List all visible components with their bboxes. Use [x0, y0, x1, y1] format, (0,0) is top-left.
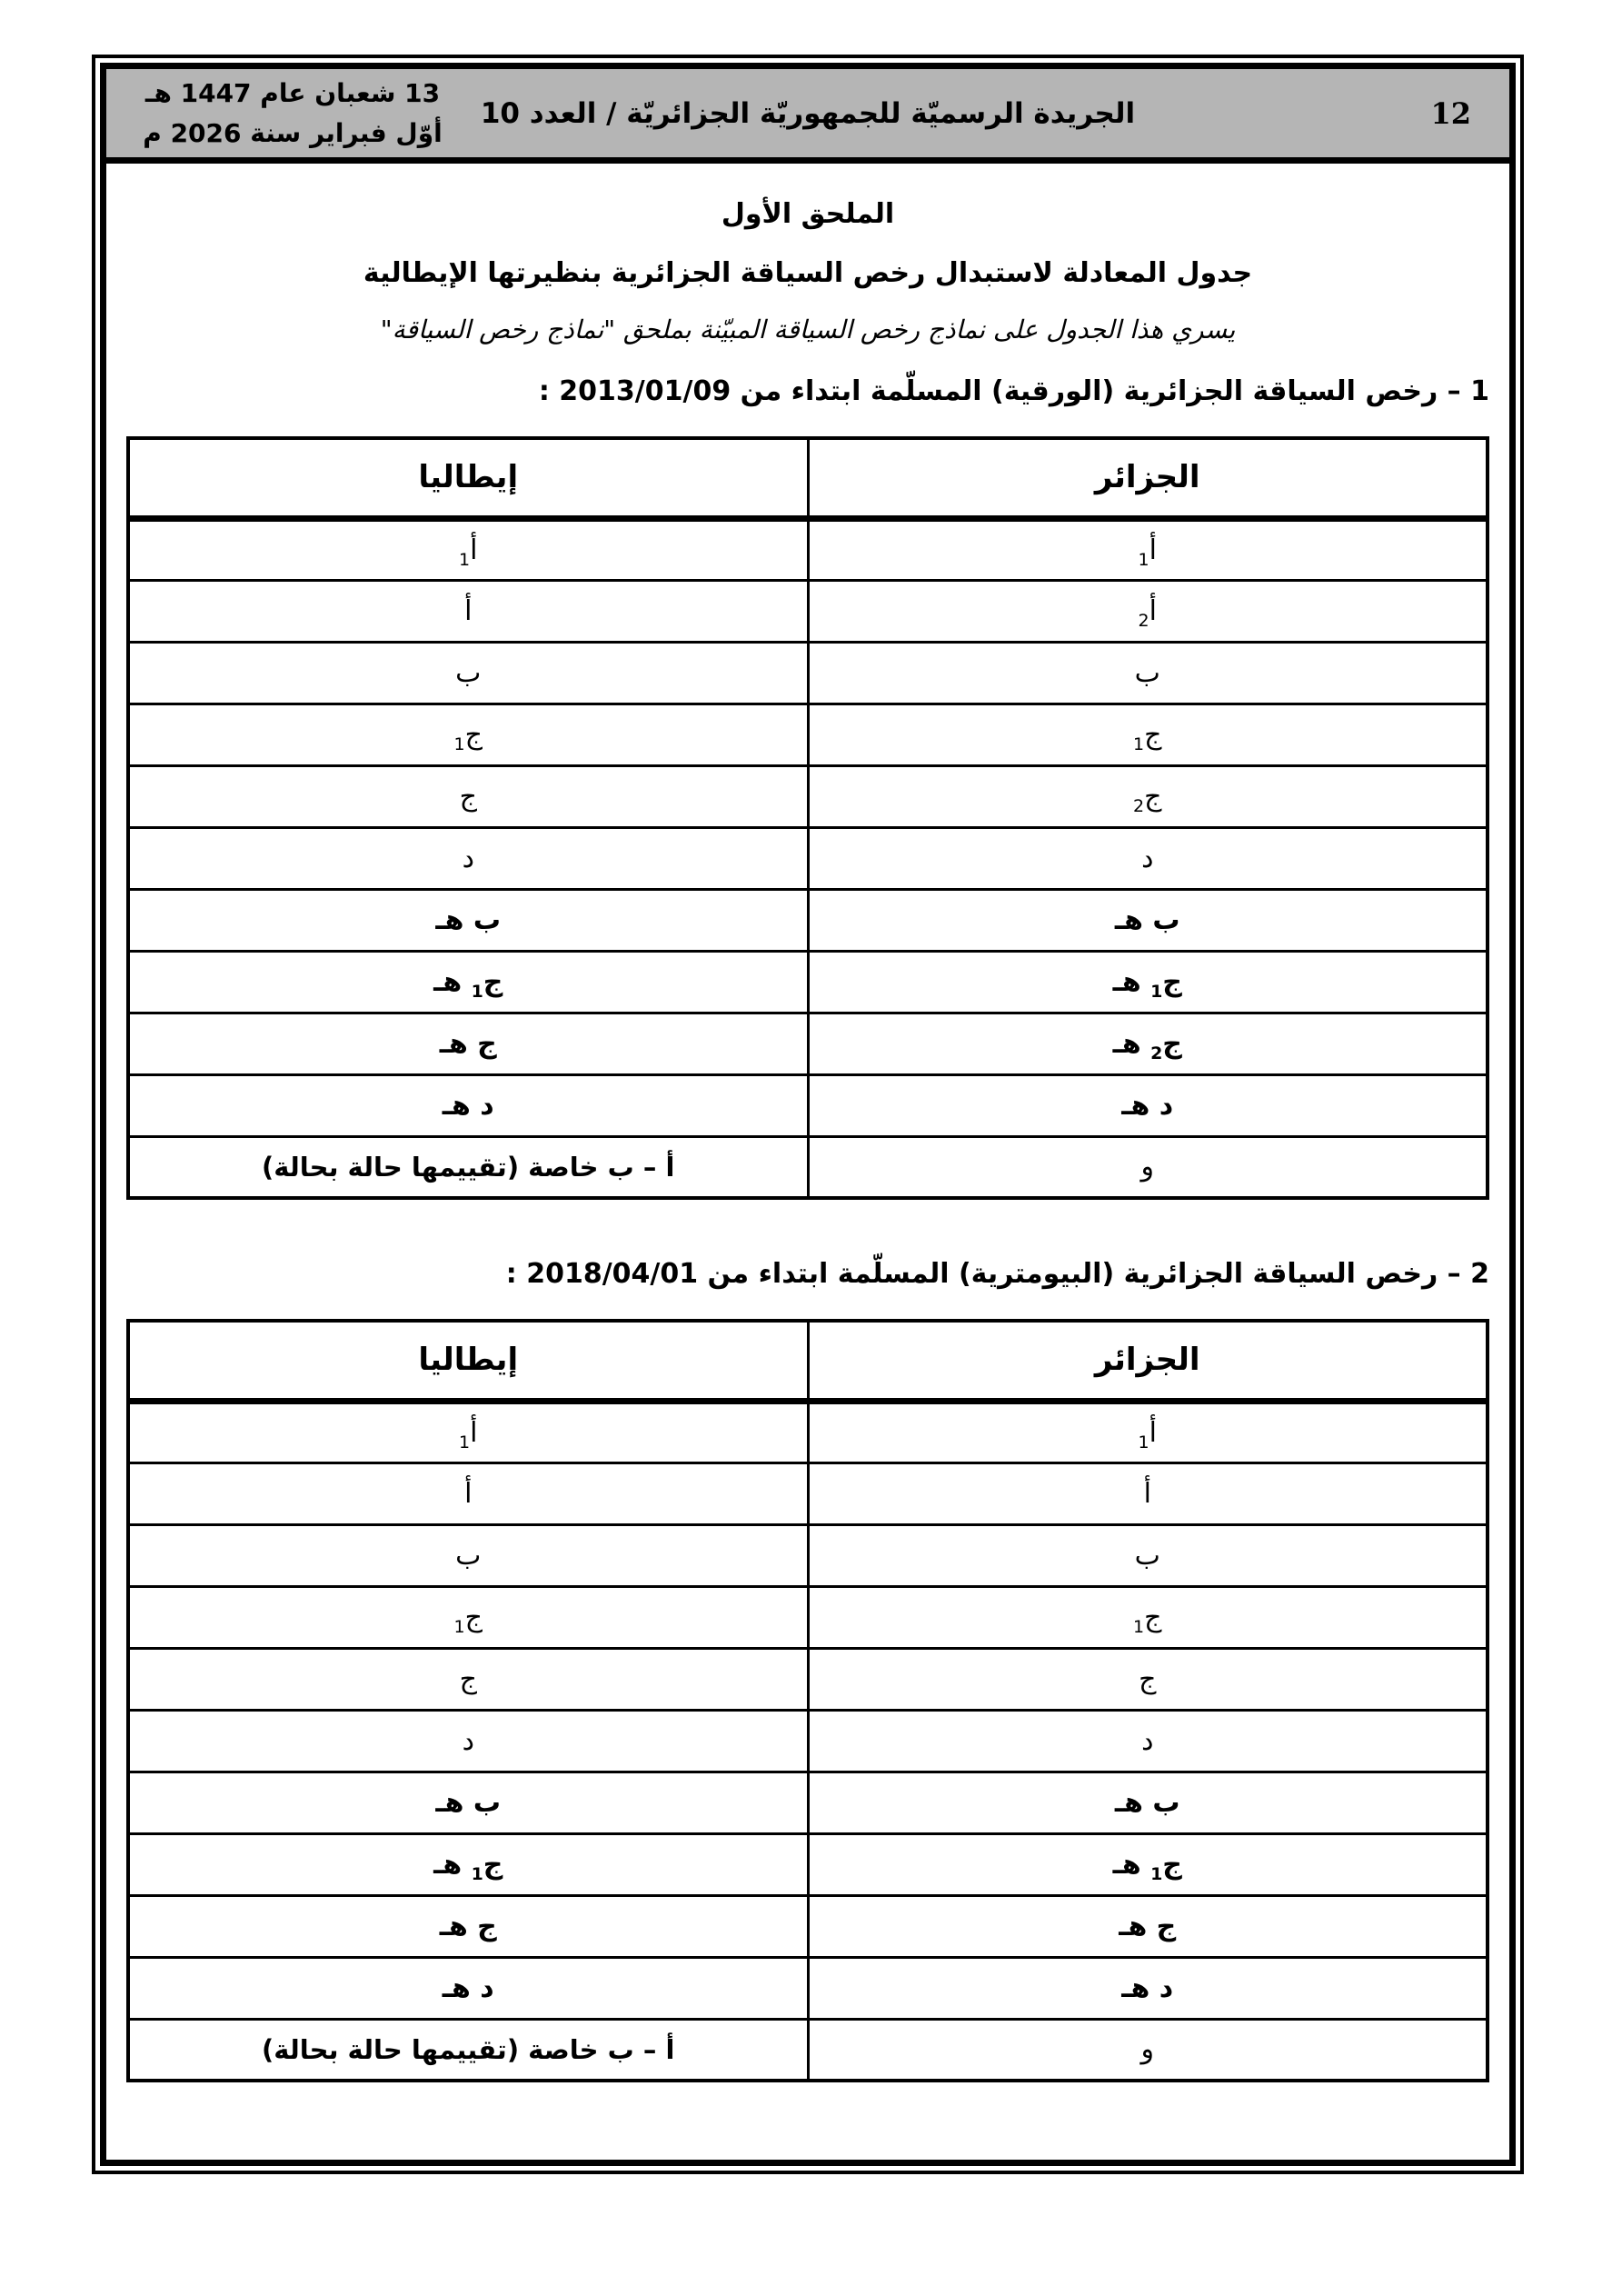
algeria-category-cell — [808, 1524, 1488, 1586]
italy-category-cell — [128, 1136, 808, 1198]
category-text: ج — [1144, 1601, 1162, 1633]
category-subscript: 2 — [1138, 610, 1149, 631]
category-text: د هـ — [442, 1089, 494, 1122]
section-2-heading: 2 – رخص السياقة الجزائرية (البيومترية) المسلّمة ابتداء من 2018/04/01 : — [505, 1258, 1489, 1290]
category-subscript: 1 — [471, 1863, 483, 1884]
section-biometric-licenses — [126, 1258, 1489, 2082]
table-row — [128, 642, 1488, 704]
italy-category-cell — [128, 1586, 808, 1648]
italy-category-cell — [128, 1710, 808, 1772]
gazette-page — [92, 55, 1524, 2174]
category-text: و — [1140, 2033, 1154, 2066]
category-text: أ — [1149, 1416, 1157, 1449]
algeria-category-cell — [808, 1833, 1488, 1895]
applicability-note: يسري هذا الجدول على نماذج رخص السياقة المبيّنة بملحق "نماذج رخص السياقة" — [380, 314, 1236, 344]
algeria-category-cell — [808, 2019, 1488, 2081]
category-subscript: 1 — [1133, 1616, 1145, 1637]
category-text: ب — [1134, 656, 1160, 689]
date-gregorian: أوّل فبراير سنة 2026 م — [143, 117, 443, 148]
category-text: ج هـ — [439, 1910, 497, 1942]
column-header-algeria: الجزائر — [808, 438, 1488, 518]
journal-title: الجريدة الرسميّة للجمهوريّة الجزائريّة / العدد 10 — [480, 96, 1136, 130]
algeria-category-cell — [808, 1895, 1488, 1957]
table-row — [128, 1957, 1488, 2019]
table-row — [128, 1648, 1488, 1710]
table-body — [128, 518, 1488, 1198]
category-text: ب — [455, 1539, 482, 1572]
algeria-category-cell — [808, 518, 1488, 580]
category-subscript: 1 — [459, 549, 471, 570]
category-text: ج هـ — [439, 1027, 497, 1060]
table-row — [128, 1136, 1488, 1198]
category-text: د هـ — [442, 1972, 494, 2004]
category-text: ج — [483, 965, 503, 998]
category-subscript: 2 — [1133, 795, 1145, 816]
category-text: ب هـ — [435, 903, 502, 936]
category-subscript: 2 — [1150, 1043, 1163, 1063]
algeria-category-cell — [808, 1957, 1488, 2019]
italy-category-cell — [128, 889, 808, 951]
italy-category-cell — [128, 827, 808, 889]
category-suffix: هـ — [1112, 1848, 1151, 1881]
italy-category-cell — [128, 765, 808, 827]
header-row — [128, 438, 1488, 518]
table-head — [128, 1321, 1488, 1401]
category-subscript: 1 — [1138, 1432, 1149, 1452]
category-subscript: 1 — [1150, 1863, 1163, 1884]
table-row — [128, 1013, 1488, 1074]
table-head — [128, 438, 1488, 518]
italy-category-cell — [128, 704, 808, 765]
algeria-category-cell — [808, 1013, 1488, 1074]
table-row — [128, 1401, 1488, 1462]
algeria-category-cell — [808, 1772, 1488, 1833]
category-text: أ — [464, 594, 473, 627]
category-suffix: هـ — [1112, 965, 1151, 998]
category-text: ب هـ — [435, 1786, 502, 1819]
table-row — [128, 1586, 1488, 1648]
table-row — [128, 2019, 1488, 2081]
algeria-category-cell — [808, 1074, 1488, 1136]
section-paper-licenses — [126, 375, 1489, 1200]
category-text: ج — [1162, 1027, 1182, 1060]
annex-subtitle: جدول المعادلة لاستبدال رخص السياقة الجزائرية بنظيرتها الإيطالية — [363, 257, 1253, 289]
page-content — [106, 198, 1509, 2082]
category-text: أ – ب خاصة (تقييمها حالة بحالة) — [262, 2033, 675, 2065]
table-row — [128, 951, 1488, 1013]
category-text: ج — [1144, 718, 1162, 751]
category-text: ج هـ — [1119, 1910, 1177, 1942]
category-text: ب — [1134, 1539, 1160, 1572]
date-hijri: 13 شعبان عام 1447 هـ — [144, 77, 441, 108]
category-text: ج — [1139, 1662, 1157, 1695]
italy-category-cell — [128, 1648, 808, 1710]
category-text: ب — [455, 656, 482, 689]
algeria-category-cell — [808, 1136, 1488, 1198]
table-row — [128, 518, 1488, 580]
italy-category-cell — [128, 1524, 808, 1586]
italy-category-cell — [128, 951, 808, 1013]
column-header-italy: إيطاليا — [128, 1321, 808, 1401]
page-number: 12 — [1430, 95, 1471, 131]
category-text: أ — [1149, 534, 1157, 566]
category-text: د هـ — [1121, 1972, 1174, 2004]
table-row — [128, 827, 1488, 889]
section-1-heading: 1 – رخص السياقة الجزائرية (الورقية) المسلّمة ابتداء من 2013/01/09 : — [538, 375, 1489, 407]
category-text: د — [462, 1724, 474, 1757]
italy-category-cell — [128, 2019, 808, 2081]
italy-category-cell — [128, 1772, 808, 1833]
header-row — [128, 1321, 1488, 1401]
category-suffix: هـ — [1112, 1027, 1151, 1060]
category-text: ج — [1162, 965, 1182, 998]
category-subscript: 1 — [1138, 549, 1149, 570]
italy-category-cell — [128, 518, 808, 580]
category-subscript: 1 — [471, 981, 483, 1002]
algeria-category-cell — [808, 827, 1488, 889]
italy-category-cell — [128, 642, 808, 704]
column-header-algeria: الجزائر — [808, 1321, 1488, 1401]
category-text: أ — [464, 1477, 473, 1510]
category-text: ج — [483, 1848, 503, 1881]
algeria-category-cell — [808, 765, 1488, 827]
table-row — [128, 1710, 1488, 1772]
table-row — [128, 1895, 1488, 1957]
table-row — [128, 1524, 1488, 1586]
table-row — [128, 704, 1488, 765]
page-frame — [100, 63, 1516, 2166]
italy-category-cell — [128, 1895, 808, 1957]
italy-category-cell — [128, 1013, 808, 1074]
category-text: د هـ — [1121, 1089, 1174, 1122]
category-subscript: 1 — [1133, 734, 1145, 754]
column-header-italy: إيطاليا — [128, 438, 808, 518]
category-text: ج — [1144, 780, 1162, 813]
annex-title: الملحق الأول — [721, 198, 895, 230]
category-text: أ – ب خاصة (تقييمها حالة بحالة) — [262, 1151, 675, 1183]
masthead — [106, 69, 1509, 164]
category-text: أ — [1143, 1477, 1151, 1510]
table-row — [128, 1833, 1488, 1895]
category-text: أ — [470, 534, 478, 566]
algeria-category-cell — [808, 1648, 1488, 1710]
category-text: د — [1141, 842, 1154, 874]
equivalence-table-paper — [126, 436, 1489, 1200]
category-text: أ — [1149, 594, 1157, 627]
category-suffix: هـ — [433, 1848, 472, 1881]
table-row — [128, 1074, 1488, 1136]
equivalence-table-biometric — [126, 1319, 1489, 2082]
italy-category-cell — [128, 1462, 808, 1524]
italy-category-cell — [128, 1833, 808, 1895]
category-subscript: 1 — [1150, 981, 1163, 1002]
category-text: ب هـ — [1114, 903, 1180, 936]
algeria-category-cell — [808, 889, 1488, 951]
algeria-category-cell — [808, 951, 1488, 1013]
algeria-category-cell — [808, 1401, 1488, 1462]
category-subscript: 1 — [459, 1432, 471, 1452]
algeria-category-cell — [808, 704, 1488, 765]
algeria-category-cell — [808, 1462, 1488, 1524]
italy-category-cell — [128, 1401, 808, 1462]
algeria-category-cell — [808, 580, 1488, 642]
category-text: د — [462, 842, 474, 874]
category-subscript: 1 — [453, 734, 465, 754]
italy-category-cell — [128, 580, 808, 642]
algeria-category-cell — [808, 1710, 1488, 1772]
category-text: و — [1140, 1151, 1154, 1183]
table-row — [128, 1462, 1488, 1524]
category-text: ج — [464, 718, 483, 751]
category-text: ج — [459, 1662, 477, 1695]
italy-category-cell — [128, 1957, 808, 2019]
table-row — [128, 889, 1488, 951]
table-body — [128, 1401, 1488, 2081]
italy-category-cell — [128, 1074, 808, 1136]
algeria-category-cell — [808, 642, 1488, 704]
category-text: ج — [464, 1601, 483, 1633]
category-text: ب هـ — [1114, 1786, 1180, 1819]
table-row — [128, 580, 1488, 642]
category-text: أ — [470, 1416, 478, 1449]
table-row — [128, 1772, 1488, 1833]
table-row — [128, 765, 1488, 827]
category-suffix: هـ — [433, 965, 472, 998]
category-subscript: 1 — [453, 1616, 465, 1637]
category-text: ج — [459, 780, 477, 813]
algeria-category-cell — [808, 1586, 1488, 1648]
category-text: د — [1141, 1724, 1154, 1757]
category-text: ج — [1162, 1848, 1182, 1881]
